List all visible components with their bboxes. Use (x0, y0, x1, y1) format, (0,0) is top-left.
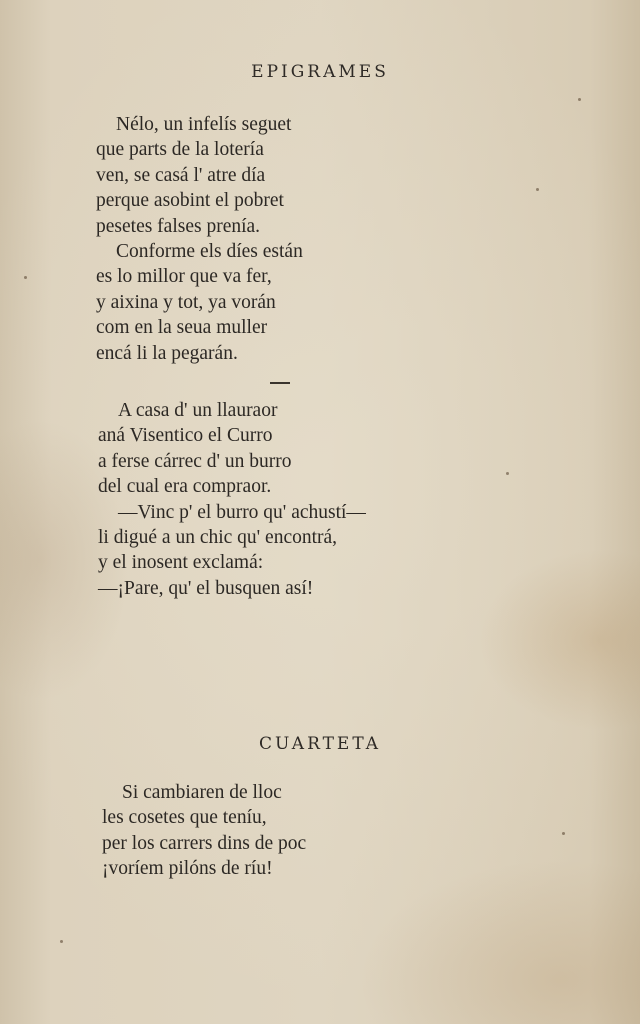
verse-line: a ferse cárrec d' un burro (98, 450, 292, 472)
paper-speck (578, 98, 581, 101)
verse-line: —¡Pare, qu' el busquen así! (98, 577, 314, 599)
verse-line: per los carrers dins de poc (102, 832, 307, 854)
epigram-2 (98, 398, 366, 601)
verse-line: com en la seua muller (96, 317, 268, 339)
verse-line: ven, se casá l' atre día (96, 164, 266, 186)
verse-line: Conforme els díes están (116, 240, 303, 262)
verse-line: perque asobint el pobret (96, 190, 284, 212)
paper-speck (506, 472, 509, 475)
paper-speck (60, 940, 63, 943)
paper-speck (562, 832, 565, 835)
verse-line: Nélo, un infelís seguet (116, 114, 292, 135)
verse-line: pesetes falses prenía. (96, 215, 261, 237)
verse-line: aná Visentico el Curro (98, 425, 273, 447)
verse-line: que parts de la lotería (96, 139, 264, 161)
paper-speck (24, 276, 27, 279)
verse-line: Si cambiaren de lloc (122, 782, 282, 803)
verse-line: y el inosent exclamá: (98, 552, 264, 574)
section-title-cuarteta: CUARTETA (258, 734, 382, 754)
section-title-epigrames: EPIGRAMES (251, 62, 389, 82)
verse-line: del cual era compraor. (98, 476, 272, 498)
verse-line: ¡voríem pilóns de ríu! (102, 858, 273, 880)
verse-line: les cosetes que teníu, (102, 807, 267, 829)
cuarteta-poem (102, 780, 306, 882)
verse-line: encá li la pegarán. (96, 342, 238, 364)
verse-line: li digué a un chic qu' encontrá, (98, 526, 338, 548)
verse-line: es lo millor que va fer, (96, 266, 272, 288)
epigram-1 (96, 112, 303, 366)
verse-line: —Vinc p' el burro qu' achustí— (118, 501, 366, 523)
section-divider (270, 382, 290, 384)
paper-speck (536, 188, 539, 191)
verse-line: A casa d' un llauraor (118, 400, 278, 421)
verse-line: y aixina y tot, ya vorán (96, 291, 276, 313)
